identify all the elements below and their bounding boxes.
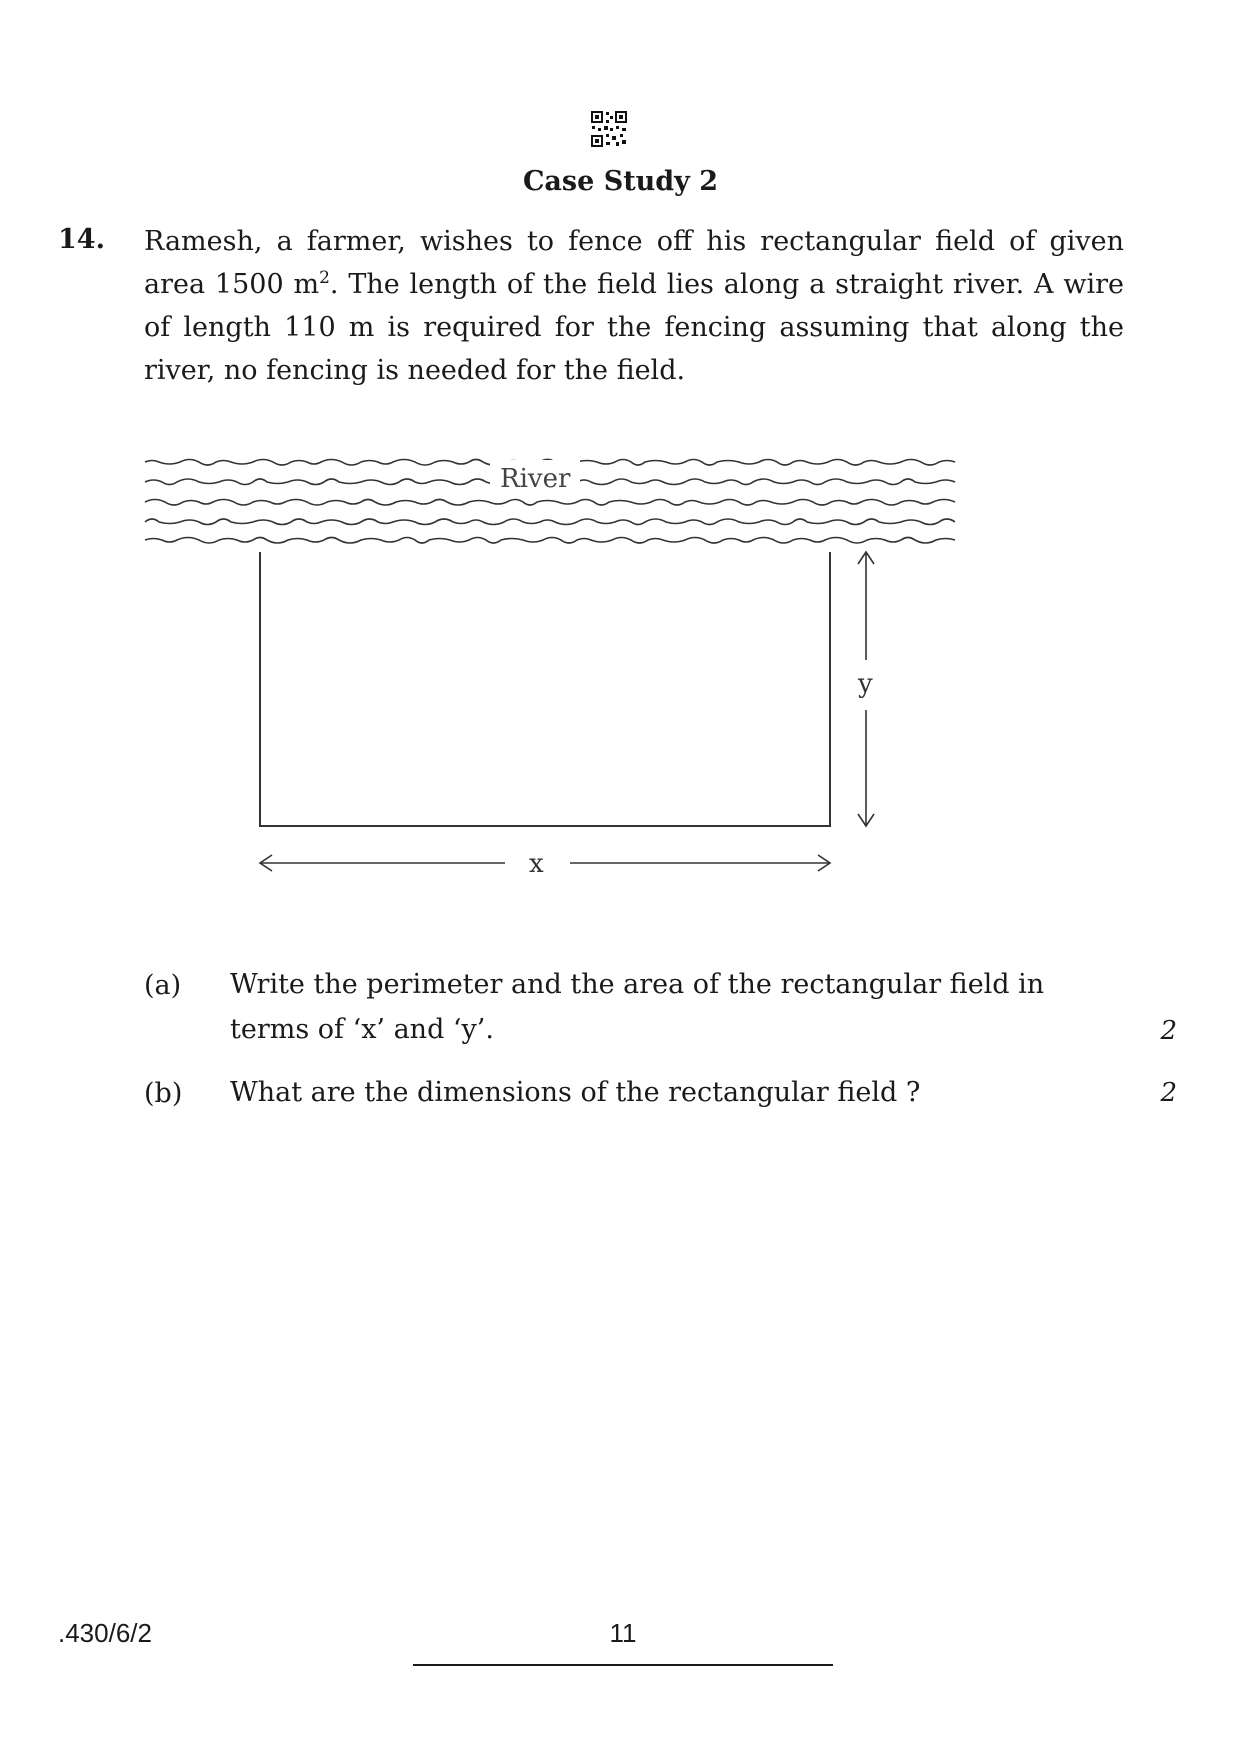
part-b-label: (b) [144, 1078, 183, 1109]
question-text-part2: . The length of the field lies along a straight river. A wire of length 110 m is required for the fencing assuming that along the river, no fencing is needed for the field. [144, 269, 1124, 386]
paper-code: .430/6/2 [58, 1618, 152, 1648]
x-label: x [529, 849, 544, 879]
case-study-title: Case Study 2 [522, 166, 719, 197]
field-rectangle [260, 552, 830, 826]
part-a-label: (a) [144, 970, 182, 1001]
river-wave-line [145, 538, 955, 544]
part-b-text: What are the dimensions of the rectangular field ? [230, 1077, 921, 1108]
river-label: River [500, 464, 571, 494]
footer-rule [413, 1664, 833, 1666]
y-label: y [858, 669, 873, 699]
page-number: 11 [609, 1618, 637, 1648]
river-wave-line [145, 500, 955, 506]
part-a-text: Write the perimeter and the area of the rectangular field in terms of ‘x’ and ‘y’. [230, 969, 1045, 1045]
question-number: 14. [58, 224, 105, 255]
part-a-marks: 2 [1160, 1016, 1177, 1046]
superscript: 2 [319, 268, 330, 288]
part-b-marks: 2 [1160, 1078, 1177, 1108]
question-text-part1: Ramesh, a farmer, wishes to fence off his rectangular field of given area 1500 m [144, 226, 1124, 300]
question-text [144, 220, 1124, 392]
field-diagram [0, 440, 1241, 880]
river-wave-line [145, 519, 955, 525]
qr-code-icon [590, 110, 628, 148]
